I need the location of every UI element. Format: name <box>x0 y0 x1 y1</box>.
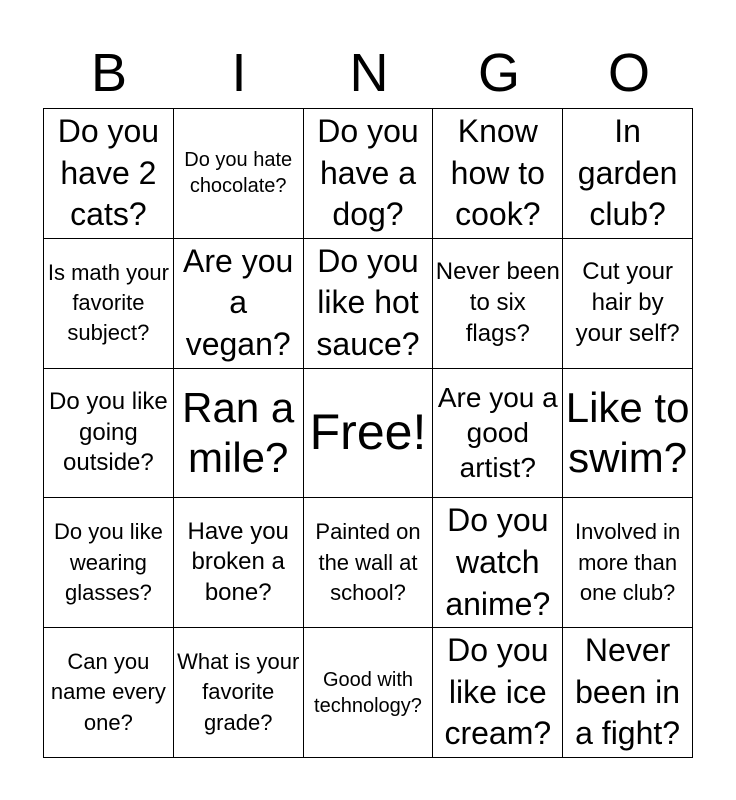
cell-text: Never been in a fight? <box>575 632 681 752</box>
bingo-cell[interactable] <box>433 369 563 499</box>
bingo-header <box>44 40 694 106</box>
cell-text: Involved in more than one club? <box>575 519 681 605</box>
header-letter-o: O <box>607 43 650 103</box>
bingo-cell[interactable] <box>44 239 174 369</box>
bingo-cell[interactable] <box>44 628 174 758</box>
bingo-cell[interactable] <box>563 498 693 628</box>
bingo-board <box>43 108 693 758</box>
bingo-cell[interactable] <box>174 109 304 239</box>
bingo-cell[interactable] <box>304 109 434 239</box>
bingo-cell[interactable] <box>433 239 563 369</box>
bingo-cell[interactable] <box>433 498 563 628</box>
cell-text: Do you like going outside? <box>49 387 168 477</box>
bingo-cell[interactable] <box>563 628 693 758</box>
cell-text: Do you like hot sauce? <box>316 242 420 362</box>
cell-text: Painted on the wall at school? <box>315 519 421 605</box>
bingo-cell[interactable] <box>304 239 434 369</box>
bingo-cell[interactable] <box>433 628 563 758</box>
bingo-cell[interactable] <box>174 239 304 369</box>
free-space-text: Free! <box>309 404 427 461</box>
bingo-cell[interactable] <box>304 628 434 758</box>
cell-text: Can you name every one? <box>50 649 166 735</box>
bingo-cell[interactable] <box>174 628 304 758</box>
header-letter-i: I <box>231 43 247 103</box>
cell-text: Know how to cook? <box>450 113 545 233</box>
cell-text: Cut your hair by your self? <box>575 258 680 347</box>
cell-text: Never been to six flags? <box>435 258 560 347</box>
cell-text: Are you a good artist? <box>437 382 558 484</box>
header-letter-n: N <box>349 43 389 103</box>
cell-text: Like to swim? <box>565 383 690 481</box>
cell-text: Do you have a dog? <box>317 113 419 233</box>
cell-text: Do you have 2 cats? <box>57 113 160 233</box>
cell-text: What is your favorite grade? <box>177 649 300 735</box>
cell-text: Are you a vegan? <box>183 242 294 362</box>
cell-text: Do you like wearing glasses? <box>53 519 163 605</box>
bingo-cell[interactable] <box>563 239 693 369</box>
header-letter-g: G <box>477 43 520 103</box>
cell-text: Is math your favorite subject? <box>47 259 169 346</box>
cell-text: Do you watch anime? <box>445 502 551 622</box>
bingo-cell[interactable] <box>44 109 174 239</box>
bingo-cell[interactable] <box>563 109 693 239</box>
cell-text: Do you hate chocolate? <box>184 149 293 198</box>
header-letter-b: B <box>90 43 128 103</box>
bingo-cell[interactable] <box>44 498 174 628</box>
bingo-cell[interactable] <box>174 369 304 499</box>
bingo-cell[interactable] <box>563 369 693 499</box>
bingo-cell[interactable] <box>174 498 304 628</box>
cell-text: Ran a mile? <box>182 383 295 481</box>
cell-text: Do you like ice cream? <box>444 632 552 752</box>
bingo-cell[interactable] <box>433 109 563 239</box>
cell-text: Have you broken a bone? <box>187 517 289 607</box>
bingo-cell[interactable] <box>304 498 434 628</box>
cell-text: In garden club? <box>577 113 678 233</box>
free-space[interactable] <box>304 369 434 499</box>
cell-text: Good with technology? <box>314 668 422 717</box>
bingo-cell[interactable] <box>44 369 174 499</box>
